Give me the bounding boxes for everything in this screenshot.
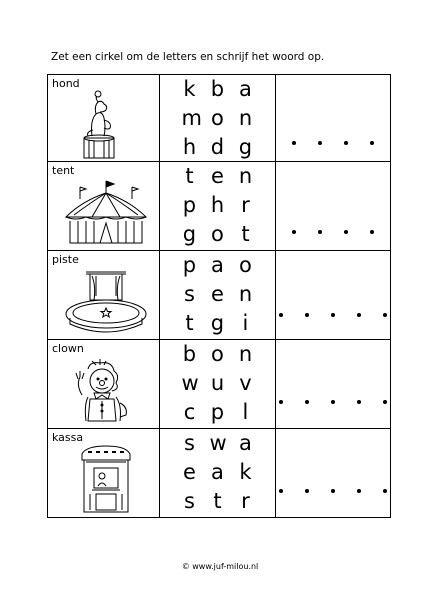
letter[interactable]: v: [239, 371, 252, 395]
answer-dot: [331, 489, 335, 493]
letter-row: [160, 341, 274, 367]
answer-dot: [370, 230, 374, 234]
letter[interactable]: s: [183, 431, 195, 455]
picture-cell: [48, 340, 160, 429]
letter[interactable]: l: [242, 400, 249, 424]
letter[interactable]: o: [211, 106, 224, 130]
answer-dot: [279, 489, 283, 493]
answer-dot: [318, 141, 322, 145]
answer-dot: [305, 489, 309, 493]
letter[interactable]: d: [210, 135, 225, 159]
letter-row: [160, 399, 274, 425]
letter[interactable]: h: [210, 193, 225, 217]
letter-cell: [160, 429, 275, 518]
letter[interactable]: e: [183, 460, 196, 484]
letter-row: [160, 76, 274, 102]
letter-row: [160, 430, 274, 456]
answer-dot: [344, 230, 348, 234]
letter-row: [160, 310, 274, 336]
letter-row: [160, 192, 274, 218]
worksheet-row: [48, 75, 391, 162]
letter[interactable]: a: [211, 460, 224, 484]
letter-row: [160, 105, 274, 131]
answer-dot: [292, 230, 296, 234]
answer-dot: [357, 313, 361, 317]
worksheet-row: [48, 251, 391, 340]
picture-cell: [48, 75, 160, 162]
letter[interactable]: p: [182, 253, 197, 277]
letter-row: [160, 134, 274, 160]
letter[interactable]: o: [239, 253, 252, 277]
letter-row: [160, 370, 274, 396]
letter[interactable]: c: [183, 400, 196, 424]
letter[interactable]: u: [210, 371, 225, 395]
answer-dot: [292, 141, 296, 145]
letter[interactable]: s: [183, 489, 195, 513]
letter[interactable]: p: [182, 193, 197, 217]
answer-dots: [276, 313, 390, 317]
answer-dot: [279, 400, 283, 404]
letter-cell: [160, 340, 275, 429]
letter-row: [160, 281, 274, 307]
letter[interactable]: g: [182, 222, 197, 246]
letter[interactable]: r: [241, 193, 250, 217]
worksheet-row: [48, 162, 391, 251]
answer-cell[interactable]: [275, 429, 390, 518]
letter[interactable]: p: [210, 400, 225, 424]
answer-cell[interactable]: [275, 251, 390, 340]
picture-cell: [48, 251, 160, 340]
answer-dots: [276, 400, 390, 404]
answer-dot: [305, 400, 309, 404]
answer-dot: [370, 141, 374, 145]
answer-dots: [276, 141, 390, 145]
letter[interactable]: a: [211, 253, 224, 277]
letter[interactable]: k: [239, 460, 252, 484]
answer-dot: [383, 400, 387, 404]
picture-cell: [48, 162, 160, 251]
letter[interactable]: t: [185, 311, 194, 335]
letter[interactable]: n: [238, 282, 253, 306]
letter-row: [160, 488, 274, 514]
circus-tent-icon: [62, 177, 150, 247]
letter[interactable]: m: [181, 106, 202, 130]
answer-dot: [344, 141, 348, 145]
instruction-text: Zet een cirkel om de letters en schrijf het woord op.: [51, 51, 325, 63]
letter[interactable]: t: [241, 222, 250, 246]
letter[interactable]: s: [183, 282, 195, 306]
answer-dot: [331, 400, 335, 404]
answer-dot: [318, 230, 322, 234]
answer-dot: [331, 313, 335, 317]
ticket-booth-icon: [62, 444, 150, 514]
letter-cell: [160, 251, 275, 340]
letter[interactable]: h: [182, 135, 197, 159]
letter[interactable]: n: [238, 342, 253, 366]
picture-cell: [48, 429, 160, 518]
word-label: piste: [52, 253, 79, 266]
circus-ring-icon: [62, 266, 150, 336]
answer-dot: [383, 313, 387, 317]
letter[interactable]: o: [211, 342, 224, 366]
answer-cell[interactable]: [275, 75, 390, 162]
word-label: tent: [52, 164, 75, 177]
answer-dot: [357, 489, 361, 493]
worksheet-row: [48, 340, 391, 429]
letter[interactable]: n: [238, 106, 253, 130]
letter-row: [160, 221, 274, 247]
word-label: clown: [52, 342, 84, 355]
letter-cell: [160, 75, 275, 162]
letter[interactable]: t: [185, 164, 194, 188]
answer-dot: [279, 313, 283, 317]
letter[interactable]: w: [181, 371, 199, 395]
letter[interactable]: e: [211, 282, 224, 306]
letter[interactable]: i: [242, 311, 249, 335]
answer-dots: [276, 489, 390, 493]
letter[interactable]: n: [238, 164, 253, 188]
letter[interactable]: k: [183, 77, 196, 101]
answer-dot: [305, 313, 309, 317]
footer-credit: © www.juf-milou.nl: [181, 562, 259, 571]
word-label: kassa: [52, 431, 84, 444]
letter[interactable]: b: [182, 342, 197, 366]
answer-cell[interactable]: [275, 340, 390, 429]
answer-dot: [383, 489, 387, 493]
letter-row: [160, 459, 274, 485]
letter[interactable]: a: [239, 431, 252, 455]
worksheet-row: [48, 429, 391, 518]
letter[interactable]: w: [209, 431, 227, 455]
letter[interactable]: g: [238, 135, 253, 159]
clown-icon: [62, 355, 150, 425]
letter[interactable]: r: [241, 489, 250, 513]
dog-on-pedestal-icon: [62, 90, 150, 160]
answer-dots: [276, 230, 390, 234]
letter[interactable]: a: [239, 77, 252, 101]
letter-cell: [160, 162, 275, 251]
letter[interactable]: b: [210, 77, 225, 101]
worksheet-grid: [47, 74, 391, 518]
letter[interactable]: o: [211, 222, 224, 246]
word-label: hond: [52, 77, 80, 90]
letter-row: [160, 252, 274, 278]
letter-row: [160, 163, 274, 189]
letter[interactable]: g: [210, 311, 225, 335]
letter[interactable]: e: [211, 164, 224, 188]
answer-dot: [357, 400, 361, 404]
letter[interactable]: t: [213, 489, 222, 513]
answer-cell[interactable]: [275, 162, 390, 251]
